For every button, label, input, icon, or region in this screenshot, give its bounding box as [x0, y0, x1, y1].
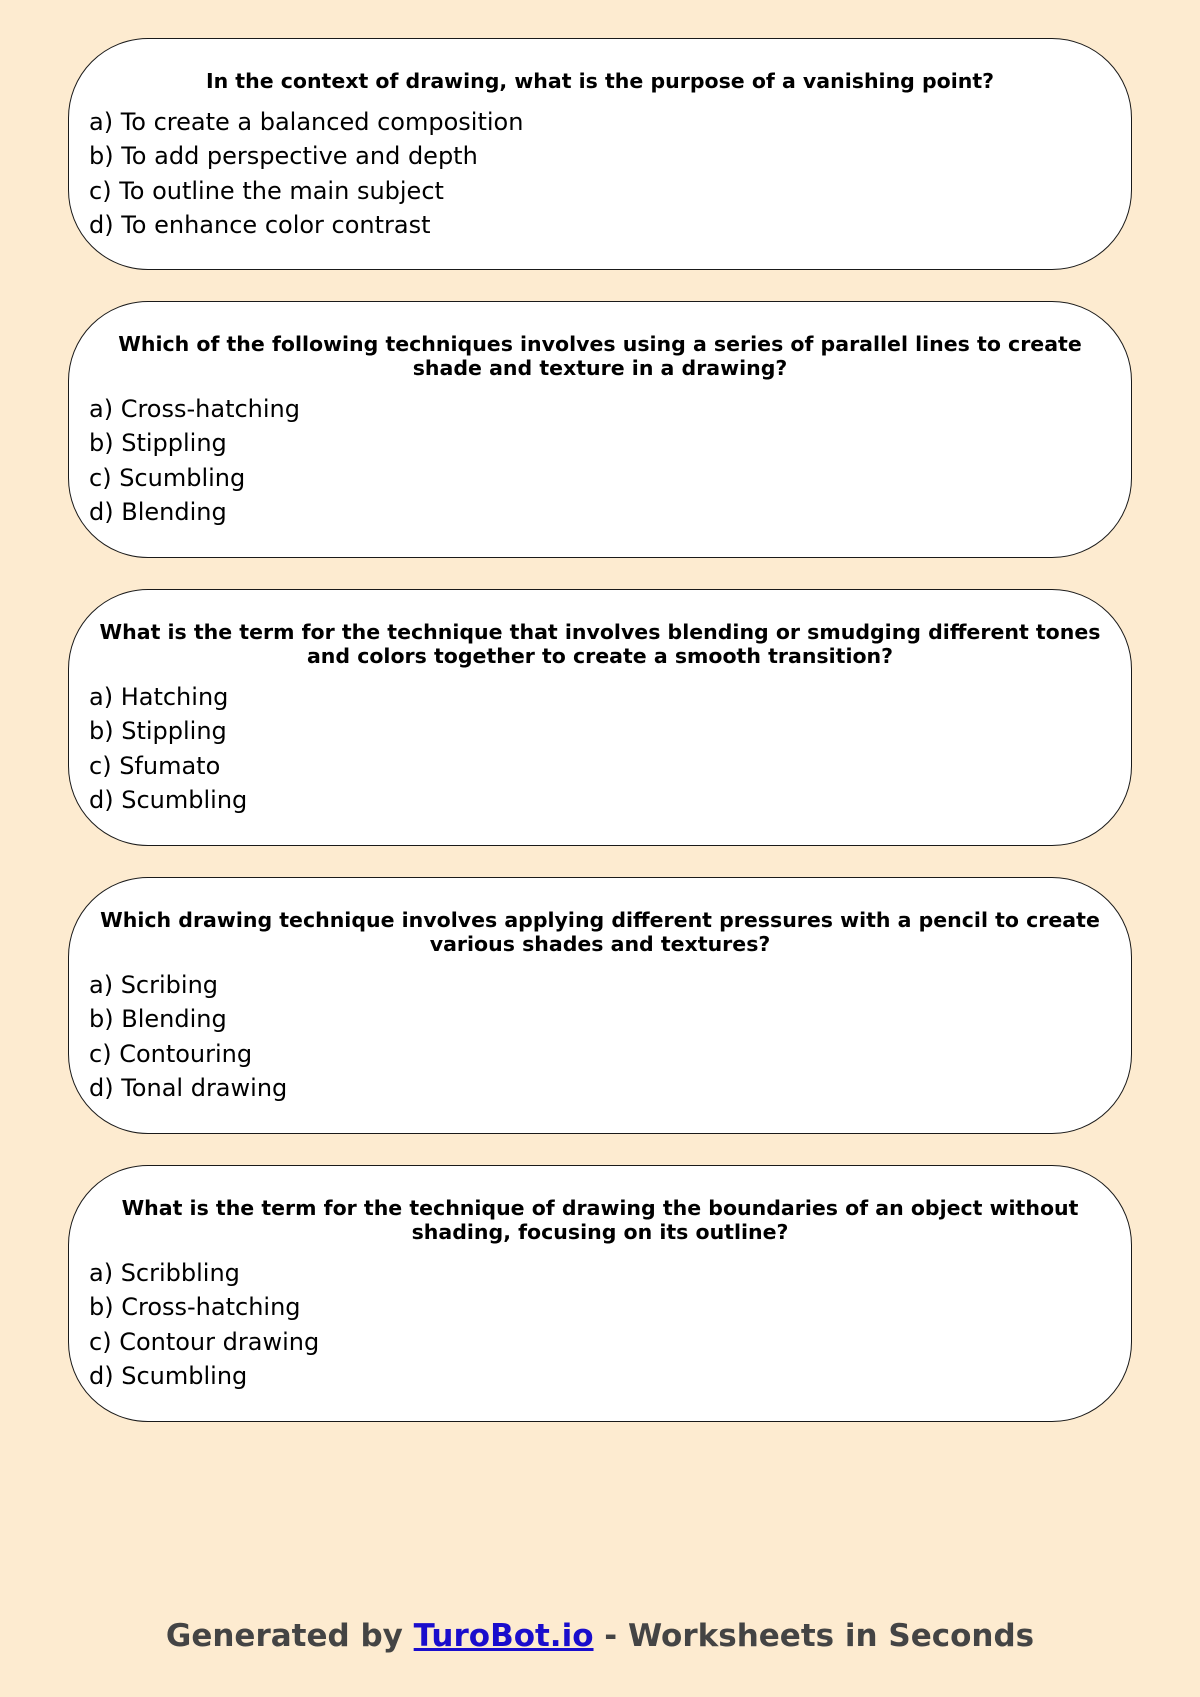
answer-option: a) Cross-hatching	[89, 395, 300, 423]
answer-option: d) To enhance color contrast	[89, 210, 431, 239]
answer-options	[89, 968, 1101, 1105]
answer-option: a) Hatching	[89, 683, 229, 711]
question-card-5	[68, 1165, 1132, 1422]
footer	[0, 1618, 1200, 1654]
question-card-1	[68, 38, 1132, 270]
answer-option: c) Contour drawing	[89, 1327, 320, 1356]
question-card-4	[68, 877, 1132, 1134]
turobot-link[interactable]: TuroBot.io	[413, 1618, 594, 1654]
answer-option: b) Stippling	[89, 429, 227, 458]
answer-option: c) To outline the main subject	[89, 176, 444, 205]
answer-options	[89, 680, 1101, 817]
answer-option: b) To add perspective and depth	[89, 142, 478, 171]
question-text: What is the term for the technique of drawing the boundaries of an object without shading, focusing on its outline?	[121, 1196, 1079, 1244]
answer-option: b) Cross-hatching	[89, 1293, 301, 1322]
question-text: Which drawing technique involves applying different pressures with a pencil to create various shades and textures?	[100, 908, 1100, 956]
answer-option: a) To create a balanced composition	[89, 108, 524, 136]
answer-option: d) Blending	[89, 497, 227, 526]
answer-option: a) Scribing	[89, 971, 219, 999]
question-card-3	[68, 589, 1132, 846]
question-list	[68, 38, 1132, 1453]
question-text: In the context of drawing, what is the purpose of a vanishing point?	[205, 69, 995, 93]
answer-option: d) Scumbling	[89, 785, 248, 814]
answer-options	[89, 105, 1101, 242]
answer-option: c) Sfumato	[89, 751, 221, 780]
footer-prefix: Generated by	[165, 1618, 414, 1654]
question-text: What is the term for the technique that involves blending or smudging different tones and colors together to create a smooth transition?	[99, 620, 1101, 668]
answer-option: d) Tonal drawing	[89, 1073, 288, 1102]
question-text: Which of the following techniques involves using a series of parallel lines to create shade and texture in a drawing?	[118, 332, 1082, 380]
answer-options	[89, 392, 1101, 529]
answer-option: b) Blending	[89, 1005, 227, 1034]
answer-option: c) Scumbling	[89, 463, 246, 492]
answer-option: a) Scribbling	[89, 1259, 240, 1287]
answer-option: d) Scumbling	[89, 1361, 248, 1390]
answer-option: c) Contouring	[89, 1039, 253, 1068]
footer-suffix: - Worksheets in Seconds	[593, 1618, 1035, 1654]
question-card-2	[68, 301, 1132, 558]
answer-options	[89, 1256, 1101, 1393]
answer-option: b) Stippling	[89, 717, 227, 746]
